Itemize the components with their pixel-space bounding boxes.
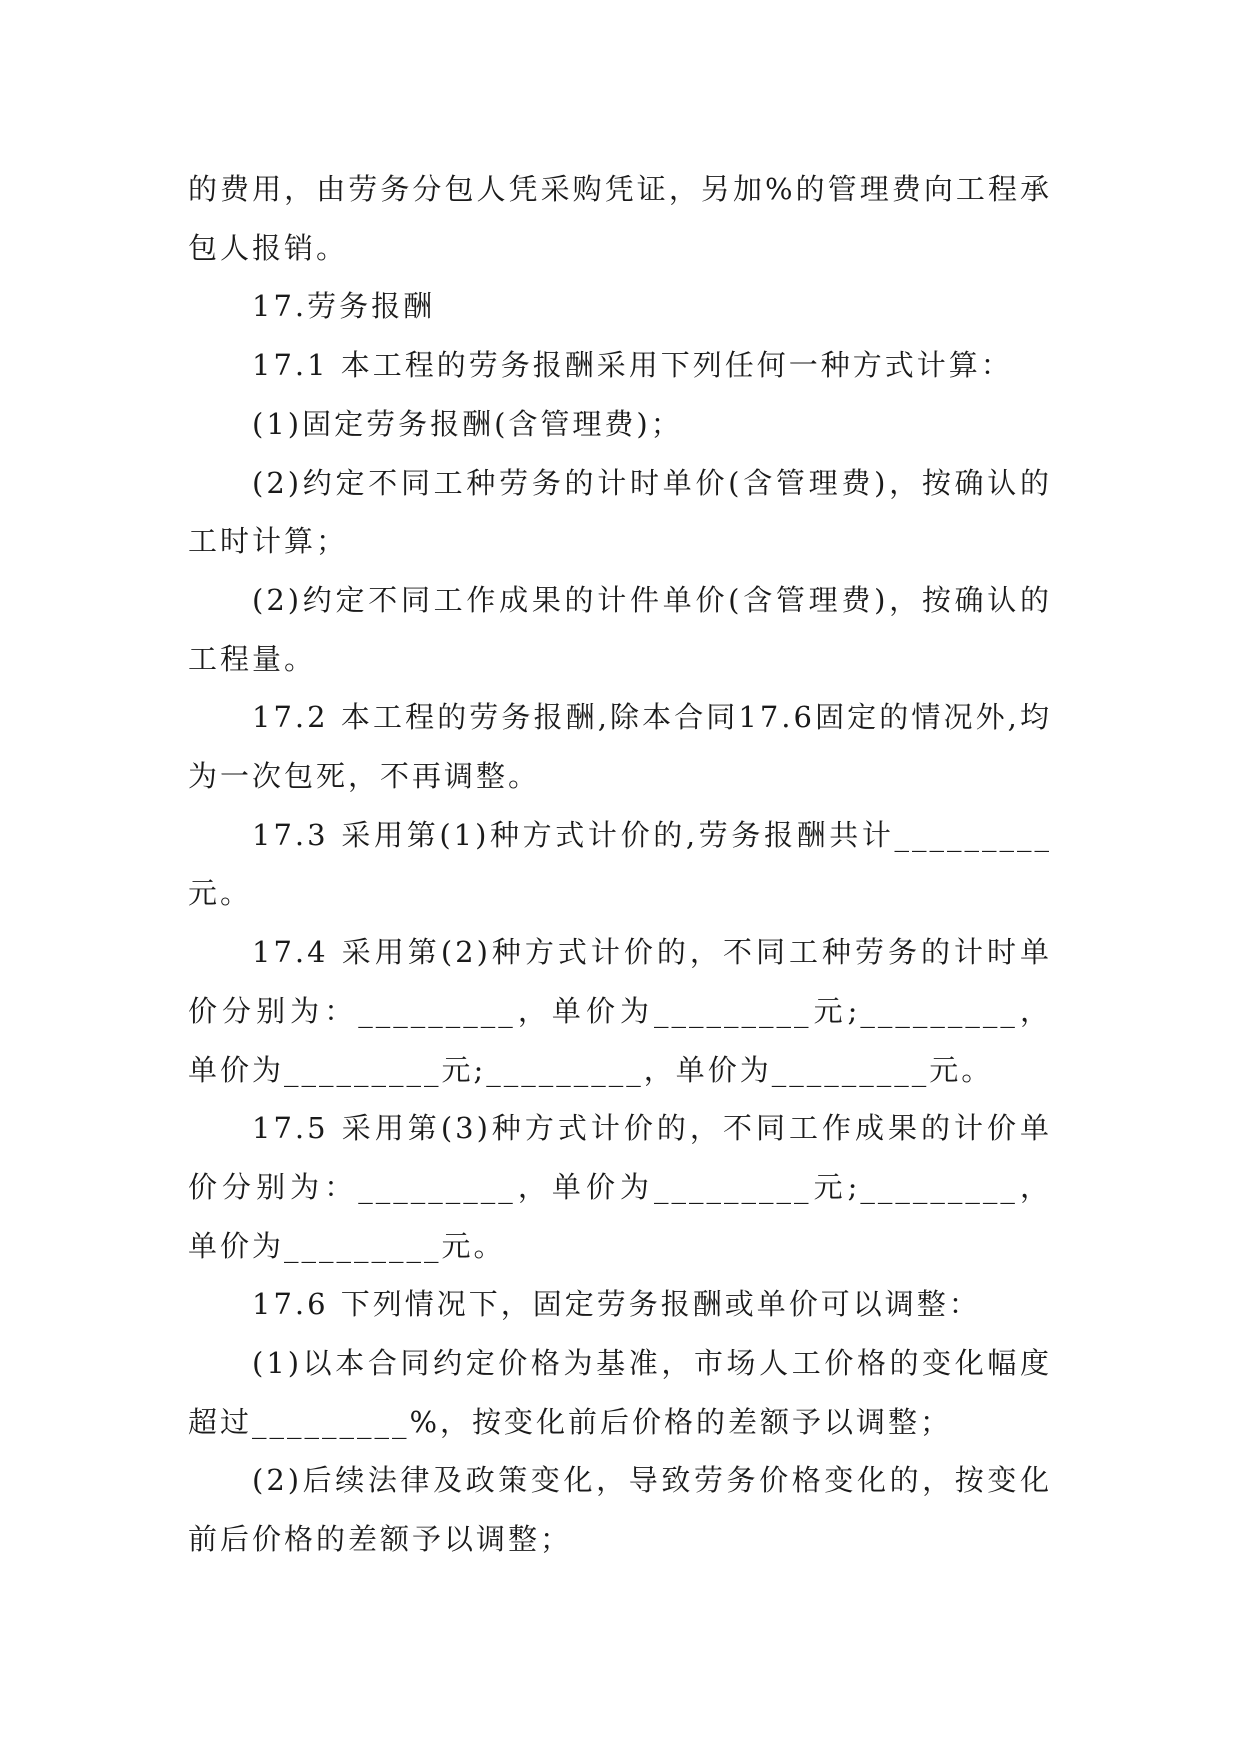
clause-17-4: 17.4 采用第(2)种方式计价的，不同工种劳务的计时单价分别为：_________，单价为_________元;_________，单价为_________元;_________，单价为_________元。	[188, 935, 1052, 1087]
paragraph-continuation: 的费用，由劳务分包人凭采购凭证，另加%的管理费向工程承包人报销。	[188, 172, 1052, 265]
document-body	[188, 160, 1052, 1569]
clause-17-1-option-2: (2)约定不同工种劳务的计时单价(含管理费)，按确认的工时计算；	[188, 465, 1052, 559]
clause-17-6: 17.6 下列情况下，固定劳务报酬或单价可以调整：	[252, 1287, 981, 1322]
clause-17-6-item-1: (1)以本合同约定价格为基准，市场人工价格的变化幅度超过_________%，按变化前后价格的差额予以调整；	[188, 1346, 1052, 1439]
clause-17-5: 17.5 采用第(3)种方式计价的，不同工作成果的计价单价分别为：_________，单价为_________元;_________，单价为_________元。	[188, 1111, 1052, 1263]
clause-17-2: 17.2 本工程的劳务报酬,除本合同17.6固定的情况外,均为一次包死，不再调整。	[188, 700, 1052, 794]
clause-17-1: 17.1 本工程的劳务报酬采用下列任何一种方式计算：	[252, 348, 1013, 383]
clause-17-1-option-3: (2)约定不同工作成果的计件单价(含管理费)，按确认的工程量。	[188, 582, 1052, 676]
clause-17-1-option-1: (1)固定劳务报酬(含管理费)；	[252, 406, 683, 441]
clause-17-6-item-2: (2)后续法律及政策变化，导致劳务价格变化的，按变化前后价格的差额予以调整；	[188, 1463, 1052, 1557]
section-heading-17: 17.劳务报酬	[252, 289, 436, 324]
clause-17-3: 17.3 采用第(1)种方式计价的,劳务报酬共计_________元。	[188, 817, 1052, 911]
